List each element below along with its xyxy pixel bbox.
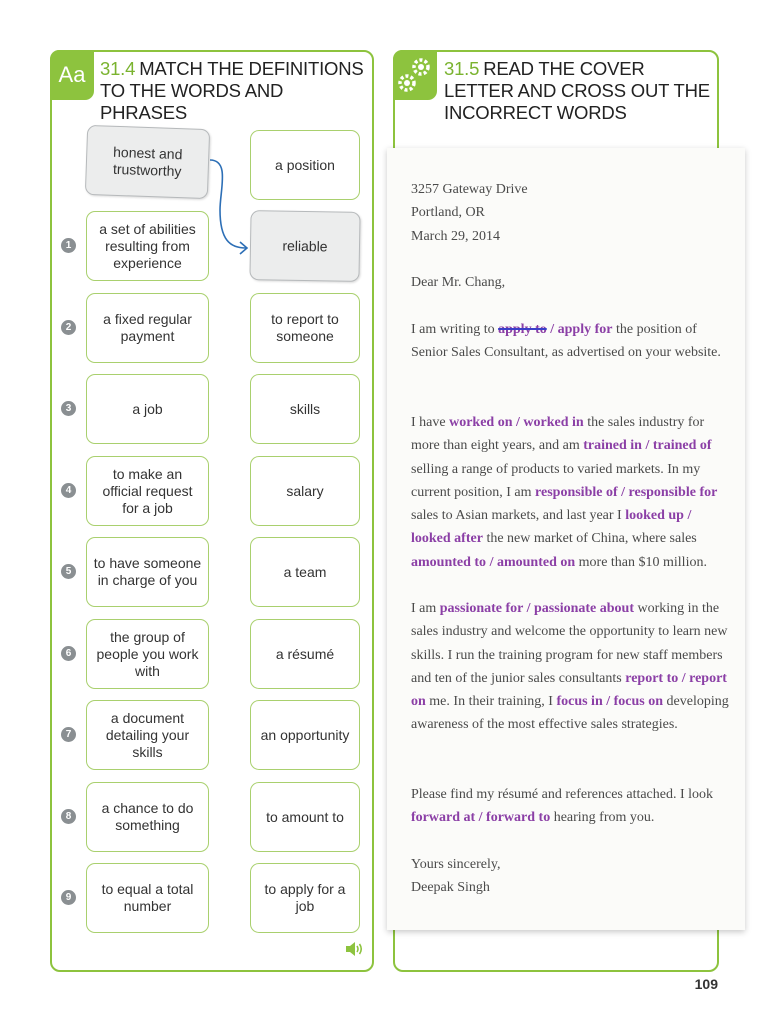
definition-card[interactable]: a set of abilities resulting from experience (86, 211, 209, 281)
exercise-title-text: READ THE COVER LETTER AND CROSS OUT THE INCORRECT WORDS (444, 58, 710, 123)
option[interactable]: passionate for (439, 601, 524, 616)
definition-card[interactable]: to make an official request for a job (86, 456, 209, 526)
definition-card[interactable]: a document detailing your skills (86, 700, 209, 770)
option[interactable]: responsible for (628, 484, 718, 500)
letter-signature: Deepak Singh (411, 880, 490, 896)
option[interactable]: trained of (652, 438, 712, 454)
option[interactable]: amounted on (496, 554, 576, 570)
option[interactable]: responsible of (535, 484, 618, 500)
option[interactable]: report on (411, 670, 727, 710)
letter-greeting: Dear Mr. Chang, (411, 275, 506, 290)
letter-closing: Yours sincerely, Deepak Singh (411, 857, 501, 896)
item-number-badge: 2 (61, 320, 76, 335)
exercise-number: 31.4 (100, 58, 136, 79)
option[interactable]: looked after (411, 531, 483, 547)
letter-address: 3257 Gateway Drive Portland, OR March 29, 2014 (411, 182, 528, 244)
option[interactable]: looked up (625, 508, 684, 524)
item-number-badge: 6 (61, 646, 76, 661)
option[interactable]: trained in (583, 438, 642, 454)
word-card[interactable]: to report to someone (250, 293, 360, 363)
exercise-31-4-title (100, 58, 370, 124)
item-number-badge: 3 (61, 401, 76, 416)
letter-paragraph-3: I am passionate for / passionate about working in the sales industry and welcome the opportunity to learn new skills. I run the training program for new staff members and ten of the junior sales consultants report to / report on me. In their training, I focus in / focus on developing awareness of the most effective sales strategies. (411, 601, 729, 733)
vocabulary-aa-icon: Aa (50, 50, 94, 100)
option[interactable]: focus in (556, 694, 603, 710)
option[interactable]: report to (625, 670, 679, 686)
gears-icon (393, 50, 437, 100)
exercise-title-text: MATCH THE DEFINITIONS TO THE WORDS AND PHRASES (100, 58, 364, 123)
word-card[interactable]: a position (250, 130, 360, 200)
word-card[interactable]: to apply for a job (250, 863, 360, 933)
item-number-badge: 4 (61, 483, 76, 498)
definition-card[interactable]: a fixed regular payment (86, 293, 209, 363)
correct-option[interactable]: apply for (557, 322, 613, 337)
definition-card[interactable]: to equal a total number (86, 863, 209, 933)
item-number-badge: 9 (61, 890, 76, 905)
item-number-badge: 1 (61, 238, 76, 253)
example-arrow-icon (200, 150, 260, 260)
example-answer-card: reliable (249, 210, 360, 282)
option[interactable]: forward at (411, 810, 476, 826)
definition-card[interactable]: the group of people you work with (86, 619, 209, 689)
option[interactable]: passionate about (534, 601, 634, 616)
word-card[interactable]: an opportunity (250, 700, 360, 770)
definition-card[interactable]: a job (86, 374, 209, 444)
item-number-badge: 7 (61, 727, 76, 742)
letter-paragraph-1: I am writing to apply to / apply for the position of Senior Sales Consultant, as advertised on your website. (411, 322, 721, 361)
option[interactable]: worked in (523, 415, 584, 430)
letter-paragraph-2: I have worked on / worked in the sales industry for more than eight years, and am trained in / trained of selling a range of products to varied markets. In my current position, I am responsible of / responsible for sales to Asian markets, and last year I looked up / looked after the new market of China, where sales amounted to / amounted on more than $10 million. (411, 415, 718, 570)
definition-card[interactable]: a chance to do something (86, 782, 209, 852)
letter-paragraph-4: Please find my résumé and references attached. I look forward at / forward to hearing from you. (411, 787, 714, 826)
definition-card[interactable]: to have someone in charge of you (86, 537, 209, 607)
exercise-number: 31.5 (444, 58, 480, 79)
word-card[interactable]: skills (250, 374, 360, 444)
word-card[interactable]: to amount to (250, 782, 360, 852)
cover-letter (387, 148, 745, 930)
example-definition-card: honest and trustworthy (85, 125, 210, 199)
crossed-out-option[interactable]: apply to (498, 322, 547, 337)
page-number: 109 (694, 976, 718, 992)
option[interactable]: focus on (613, 694, 664, 710)
option[interactable]: forward to (486, 810, 551, 826)
word-card[interactable]: salary (250, 456, 360, 526)
option[interactable]: amounted to (411, 554, 487, 570)
item-number-badge: 8 (61, 809, 76, 824)
word-card[interactable]: a résumé (250, 619, 360, 689)
word-card[interactable]: a team (250, 537, 360, 607)
item-number-badge: 5 (61, 564, 76, 579)
option[interactable]: worked on (449, 415, 513, 430)
exercise-31-5-title (444, 58, 714, 124)
speaker-audio-icon[interactable] (344, 940, 364, 958)
